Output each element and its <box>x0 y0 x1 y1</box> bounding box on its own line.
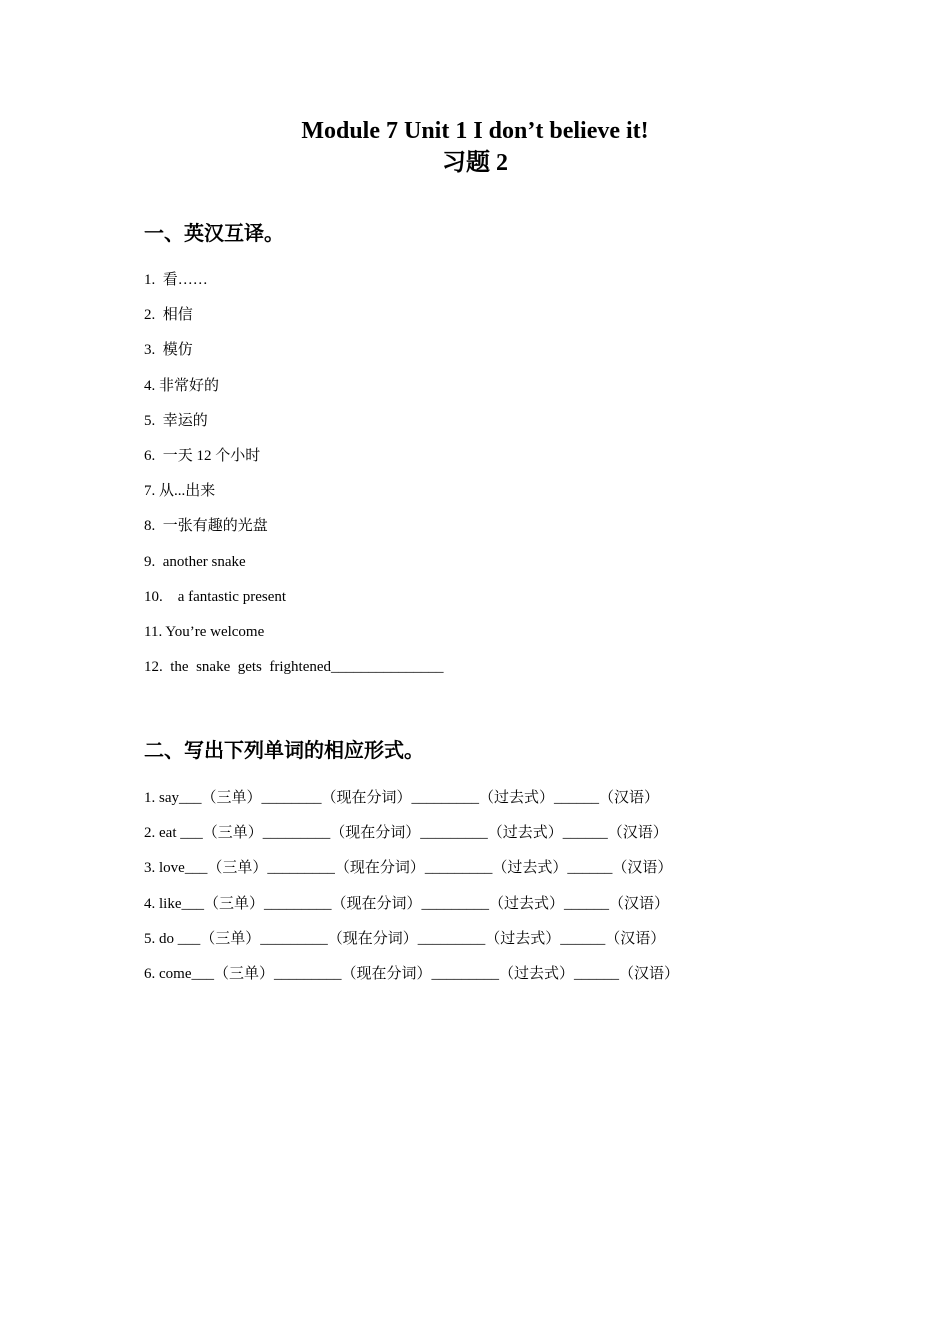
list-item: 12. the snake gets frightened_______________ <box>144 659 444 676</box>
list-item: 2. 相信 <box>144 307 193 324</box>
list-item: 1. say___（三单）________（现在分词）_________（过去式）______（汉语） <box>144 790 659 806</box>
section1-heading: 一、英汉互译。 <box>144 221 284 245</box>
list-item: 4. 非常好的 <box>144 377 220 394</box>
list-item: 7. 从...出来 <box>144 483 216 500</box>
list-item: 9. another snake <box>144 553 246 570</box>
list-item: 6. come___（三单）_________（现在分词）_________（过去式）______（汉语） <box>144 965 679 982</box>
list-item: 3. love___（三单）_________（现在分词）_________（过去式）______（汉语） <box>144 860 673 877</box>
list-item: 11. You’re welcome <box>144 623 265 640</box>
list-item: 4. like___（三单）_________（现在分词）_________（过去式）______（汉语） <box>144 895 669 912</box>
list-item: 8. 一张有趣的光盘 <box>144 518 268 535</box>
list-item: 1. 看…… <box>144 272 208 288</box>
section1-list <box>144 269 444 691</box>
section2-list <box>144 787 679 998</box>
section2-heading: 二、写出下列单词的相应形式。 <box>144 738 424 762</box>
list-item: 3. 模仿 <box>144 342 193 359</box>
list-item: 2. eat ___（三单）_________（现在分词）_________（过去式）______（汉语） <box>144 825 668 842</box>
document-subtitle: 习题 2 <box>442 150 508 176</box>
document-title: Module 7 Unit 1 I don’t believe it! <box>301 118 649 144</box>
list-item: 5. 幸运的 <box>144 412 208 429</box>
list-item: 5. do ___（三单）_________（现在分词）_________（过去式）______（汉语） <box>144 930 666 947</box>
list-item: 6. 一天 12 个小时 <box>144 447 261 464</box>
list-item: 10. a fantastic present <box>144 588 287 605</box>
